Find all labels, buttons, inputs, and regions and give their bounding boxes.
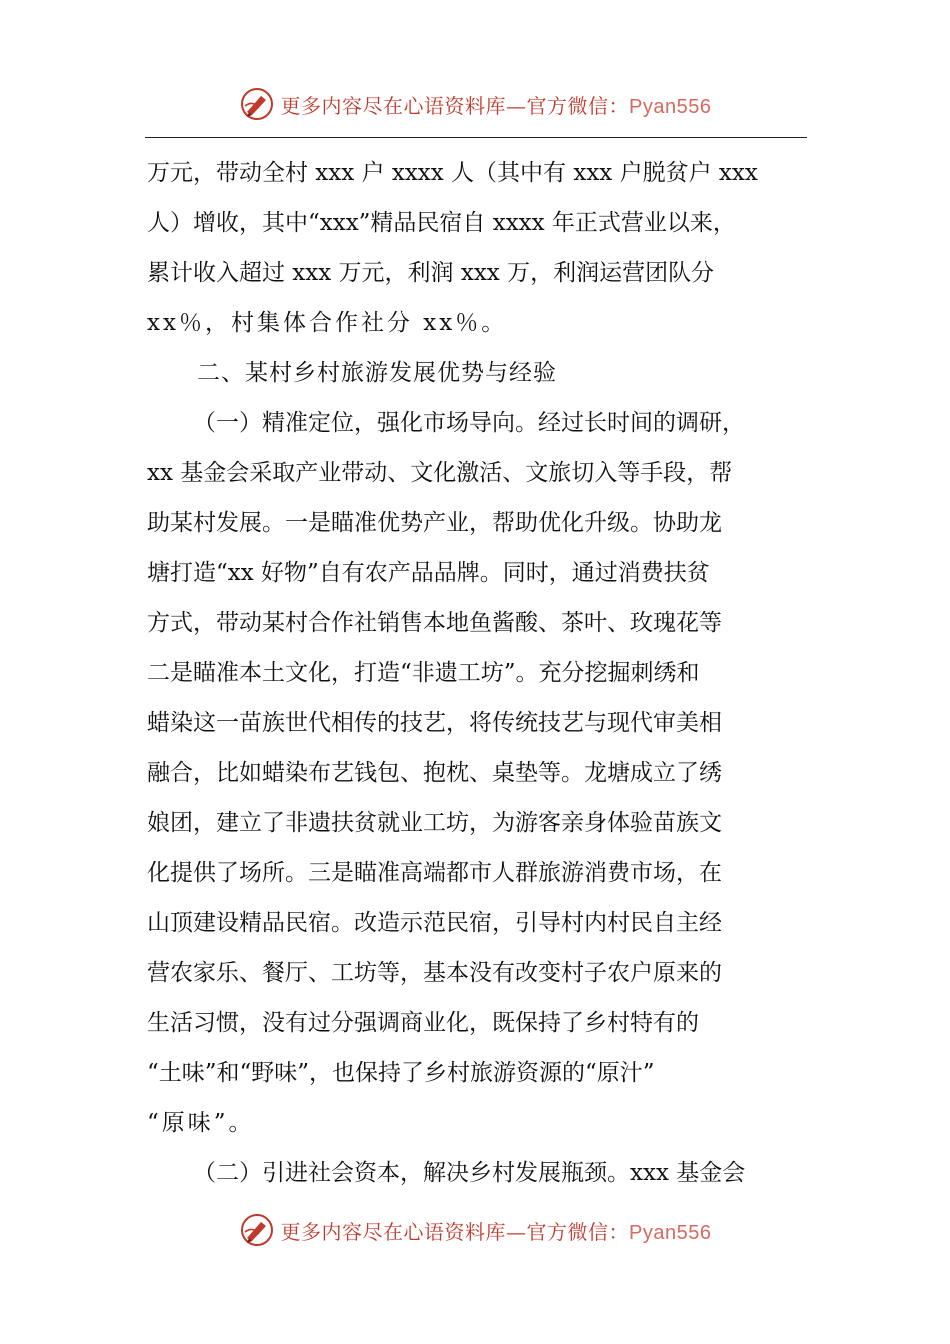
- text-line: 蜡染这一苗族世代相传的技艺，将传统技艺与现代审美相: [147, 710, 722, 736]
- text-line: “原味”。: [147, 1110, 255, 1136]
- paragraph-first-line: （一）精准定位，强化市场导向。经过长时间的调研，: [193, 410, 745, 436]
- wechat-id: Pyan556: [629, 1221, 712, 1244]
- text-line: “土味”和“野味”，也保持了乡村旅游资源的“原汁”: [147, 1060, 655, 1086]
- text-line: 助某村发展。一是瞄准优势产业，帮助优化升级。协助龙: [147, 510, 722, 536]
- footer-watermark: [0, 1210, 950, 1250]
- text-line: xx 基金会采取产业带动、文化激活、文旅切入等手段，帮: [147, 460, 733, 486]
- wechat-id: Pyan556: [629, 95, 712, 118]
- text-line: 化提供了场所。三是瞄准高端都市人群旅游消费市场，在: [147, 860, 722, 886]
- text-line: 融合，比如蜡染布艺钱包、抱枕、桌垫等。龙塘成立了绣: [147, 760, 722, 786]
- text-line: xx％，村集体合作社分 xx％。: [147, 310, 508, 336]
- watermark-text: 更多内容尽在心语资料库—官方微信：Pyan556: [280, 1219, 712, 1244]
- pen-nib-logo-icon: [239, 86, 275, 122]
- text-line: 山顶建设精品民宿。改造示范民宿，引导村内村民自主经: [147, 910, 722, 936]
- section-heading: 二、某村乡村旅游发展优势与经验: [197, 360, 557, 386]
- text-line: 塘打造“xx 好物”自有农产品品牌。同时，通过消费扶贫: [147, 560, 710, 586]
- header-watermark: [0, 84, 950, 124]
- document-body: [147, 148, 810, 1198]
- pen-nib-logo-icon: [239, 1212, 275, 1248]
- text-line: 营农家乐、餐厅、工坊等，基本没有改变村子农户原来的: [147, 960, 722, 986]
- text-line: 二是瞄准本土文化，打造“非遗工坊”。充分挖掘刺绣和: [147, 660, 700, 686]
- watermark-text: 更多内容尽在心语资料库—官方微信：Pyan556: [280, 93, 712, 118]
- text-line: 生活习惯，没有过分强调商业化，既保持了乡村特有的: [147, 1010, 699, 1036]
- header-divider: [145, 137, 807, 138]
- paragraph-first-line: （二）引进社会资本，解决乡村发展瓶颈。xxx 基金会: [193, 1160, 746, 1186]
- text-line: 累计收入超过 xxx 万元，利润 xxx 万，利润运营团队分: [147, 260, 715, 286]
- text-line: 人）增收，其中“xxx”精品民宿自 xxxx 年正式营业以来，: [147, 210, 736, 236]
- text-line: 娘团，建立了非遗扶贫就业工坊，为游客亲身体验苗族文: [147, 810, 722, 836]
- text-line: 方式，带动某村合作社销售本地鱼酱酸、茶叶、玫瑰花等: [147, 610, 722, 636]
- text-line: 万元，带动全村 xxx 户 xxxx 人（其中有 xxx 户脱贫户 xxx: [147, 160, 758, 186]
